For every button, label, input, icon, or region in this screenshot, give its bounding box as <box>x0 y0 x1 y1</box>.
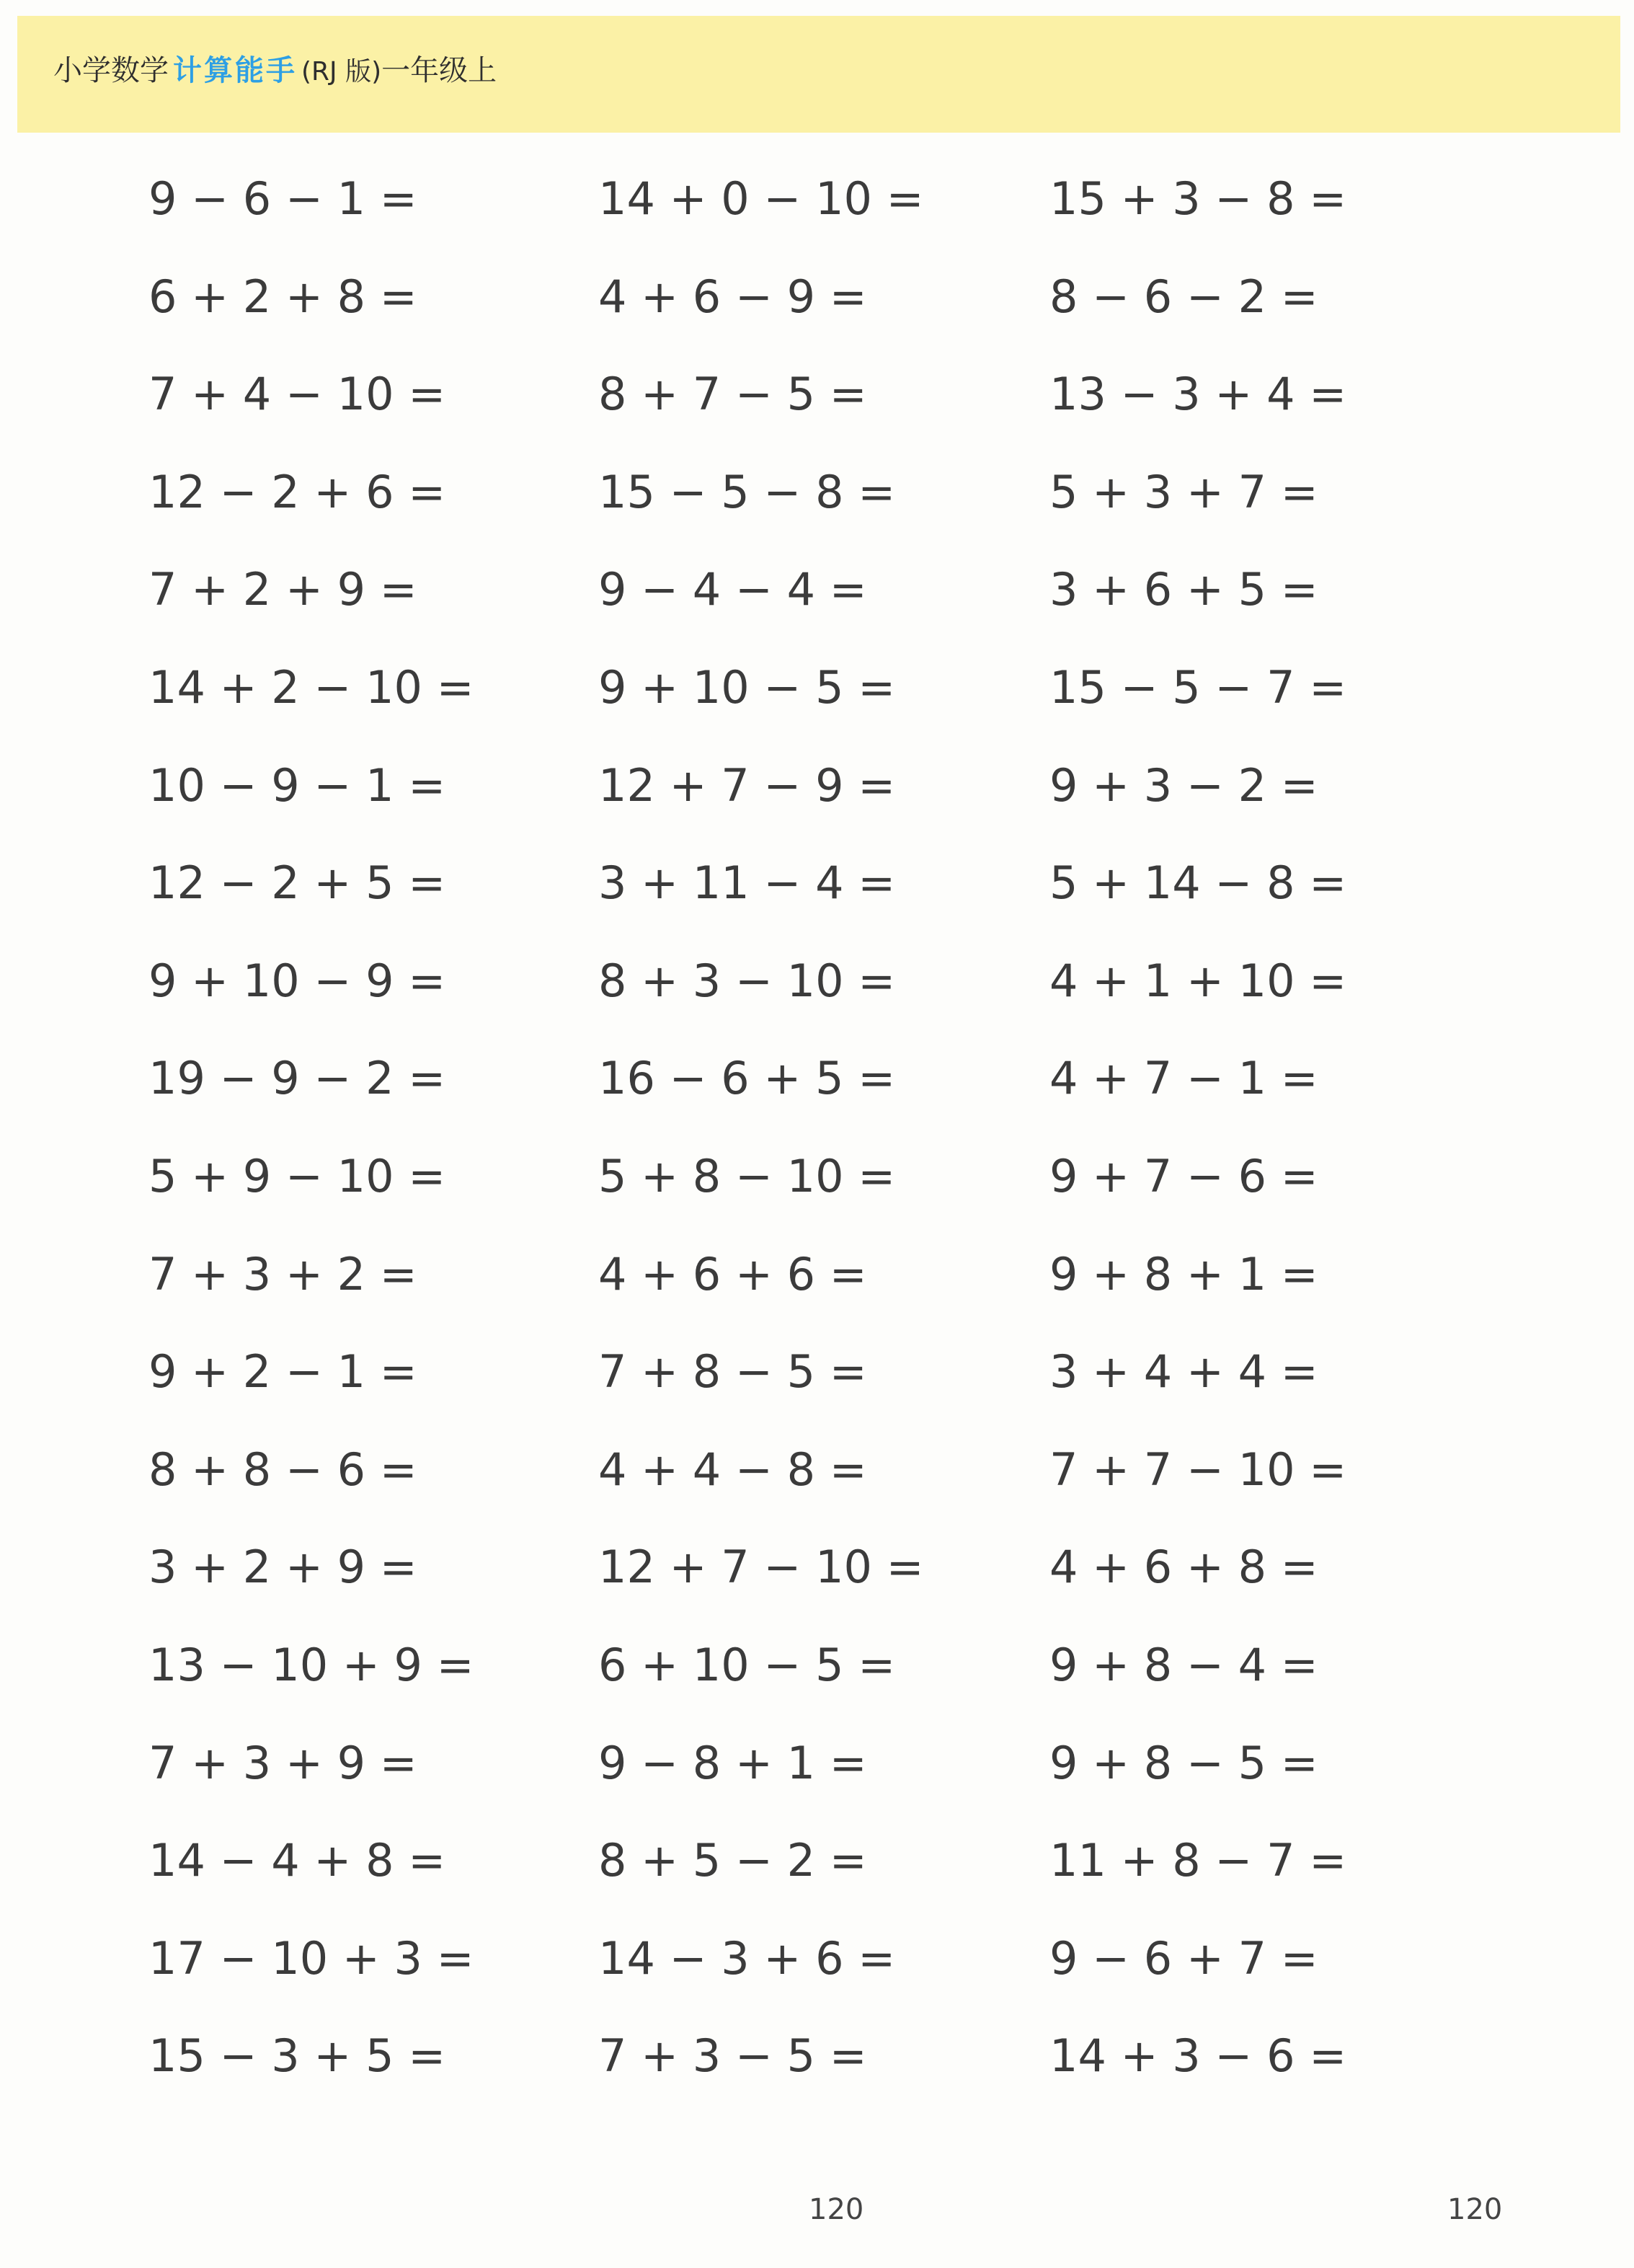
arithmetic-problem: 5 + 3 + 7 = <box>1049 466 1318 518</box>
arithmetic-problem: 14 + 0 − 10 = <box>598 172 924 225</box>
arithmetic-problem: 12 − 2 + 5 = <box>148 856 446 909</box>
arithmetic-problem: 12 + 7 − 10 = <box>598 1541 924 1593</box>
arithmetic-problem: 3 + 2 + 9 = <box>148 1541 417 1593</box>
arithmetic-problem: 15 + 3 − 8 = <box>1049 172 1347 225</box>
arithmetic-problem: 3 + 11 − 4 = <box>598 856 896 909</box>
arithmetic-problem: 15 − 3 + 5 = <box>148 2029 446 2082</box>
arithmetic-problem: 9 − 8 + 1 = <box>598 1737 867 1789</box>
arithmetic-problem: 7 + 3 + 2 = <box>148 1248 417 1301</box>
arithmetic-problem: 5 + 9 − 10 = <box>148 1150 446 1202</box>
arithmetic-problem: 14 + 3 − 6 = <box>1049 2029 1347 2082</box>
arithmetic-problem: 4 + 6 + 6 = <box>598 1248 867 1301</box>
arithmetic-problem: 14 + 2 − 10 = <box>148 661 474 714</box>
arithmetic-problem: 9 + 3 − 2 = <box>1049 759 1318 812</box>
title-grade: 一年级上 <box>381 54 497 87</box>
arithmetic-problem: 10 − 9 − 1 = <box>148 759 446 812</box>
arithmetic-problem: 8 + 8 − 6 = <box>148 1443 417 1496</box>
arithmetic-problem: 5 + 14 − 8 = <box>1049 856 1347 909</box>
arithmetic-problem: 9 − 6 + 7 = <box>1049 1932 1318 1985</box>
arithmetic-problem: 4 + 7 − 1 = <box>1049 1052 1318 1104</box>
arithmetic-problem: 5 + 8 − 10 = <box>598 1150 896 1202</box>
arithmetic-problem: 7 + 4 − 10 = <box>148 368 446 420</box>
arithmetic-problem: 9 + 8 + 1 = <box>1049 1248 1318 1301</box>
arithmetic-problem: 15 − 5 − 8 = <box>598 466 896 518</box>
arithmetic-problem: 11 + 8 − 7 = <box>1049 1834 1347 1887</box>
arithmetic-problem: 9 + 10 − 9 = <box>148 954 446 1007</box>
title-edition: (RJ 版) <box>301 57 382 87</box>
arithmetic-problem: 8 − 6 − 2 = <box>1049 270 1318 323</box>
arithmetic-problem: 9 + 8 − 4 = <box>1049 1639 1318 1691</box>
arithmetic-problem: 15 − 5 − 7 = <box>1049 661 1347 714</box>
arithmetic-problem: 13 − 10 + 9 = <box>148 1639 474 1691</box>
arithmetic-problem: 7 + 7 − 10 = <box>1049 1443 1347 1496</box>
arithmetic-problem: 17 − 10 + 3 = <box>148 1932 474 1985</box>
arithmetic-problem: 9 + 10 − 5 = <box>598 661 896 714</box>
arithmetic-problem: 14 − 3 + 6 = <box>598 1932 896 1985</box>
arithmetic-problem: 7 + 2 + 9 = <box>148 563 417 616</box>
arithmetic-problem: 7 + 8 − 5 = <box>598 1345 867 1398</box>
arithmetic-problem: 16 − 6 + 5 = <box>598 1052 896 1104</box>
arithmetic-problem: 4 + 4 − 8 = <box>598 1443 867 1496</box>
arithmetic-problem: 7 + 3 + 9 = <box>148 1737 417 1789</box>
page-number-corner: 120 <box>1447 2193 1503 2226</box>
arithmetic-problem: 4 + 6 + 8 = <box>1049 1541 1318 1593</box>
arithmetic-problem: 8 + 7 − 5 = <box>598 368 867 420</box>
arithmetic-problem: 8 + 5 − 2 = <box>598 1834 867 1887</box>
arithmetic-problem: 19 − 9 − 2 = <box>148 1052 446 1104</box>
title-prefix: 小学数学 <box>53 54 169 87</box>
arithmetic-problem: 9 − 4 − 4 = <box>598 563 867 616</box>
arithmetic-problem: 12 + 7 − 9 = <box>598 759 896 812</box>
title-brand: 计算能手 <box>173 54 297 87</box>
arithmetic-problem: 7 + 3 − 5 = <box>598 2029 867 2082</box>
arithmetic-problem: 3 + 6 + 5 = <box>1049 563 1318 616</box>
arithmetic-problem: 6 + 2 + 8 = <box>148 270 417 323</box>
arithmetic-problem: 14 − 4 + 8 = <box>148 1834 446 1887</box>
arithmetic-problem: 4 + 6 − 9 = <box>598 270 867 323</box>
arithmetic-problem: 13 − 3 + 4 = <box>1049 368 1347 420</box>
arithmetic-problem: 3 + 4 + 4 = <box>1049 1345 1318 1398</box>
arithmetic-problem: 6 + 10 − 5 = <box>598 1639 896 1691</box>
page-number: 120 <box>809 2193 864 2226</box>
arithmetic-problem: 12 − 2 + 6 = <box>148 466 446 518</box>
arithmetic-problem: 8 + 3 − 10 = <box>598 954 896 1007</box>
arithmetic-problem: 9 + 7 − 6 = <box>1049 1150 1318 1202</box>
arithmetic-problem: 9 + 2 − 1 = <box>148 1345 417 1398</box>
arithmetic-problem: 9 − 6 − 1 = <box>148 172 417 225</box>
arithmetic-problem: 9 + 8 − 5 = <box>1049 1737 1318 1789</box>
arithmetic-problem: 4 + 1 + 10 = <box>1049 954 1347 1007</box>
